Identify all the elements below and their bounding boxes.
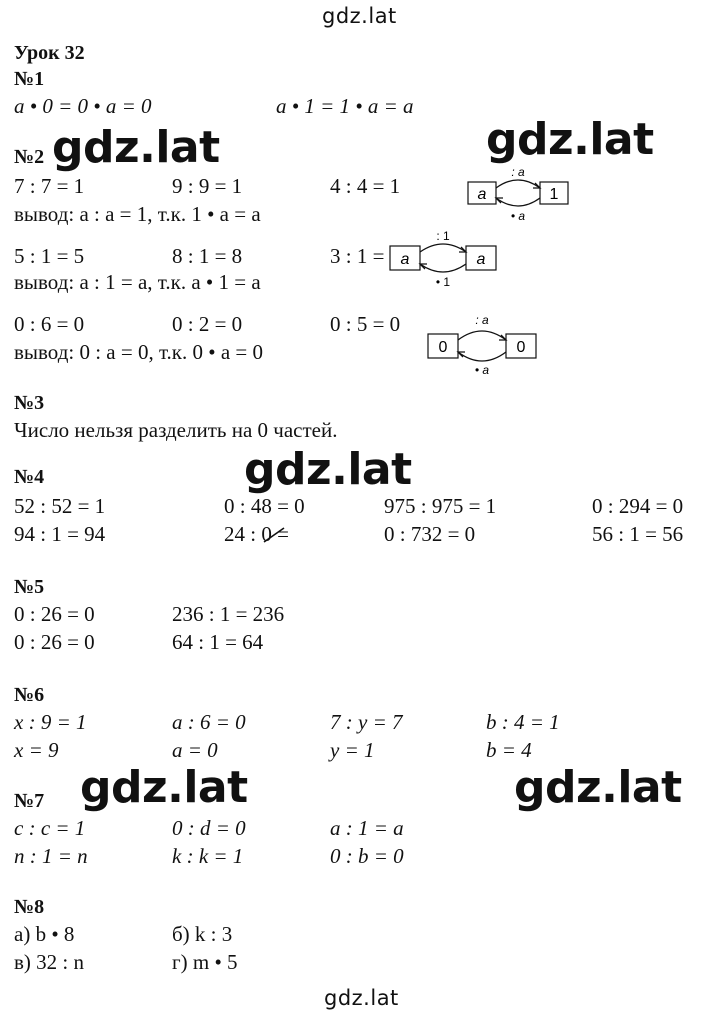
task-1-expr: a • 1 = 1 • a = a	[276, 94, 414, 118]
task-4-expr: 0 : 294 = 0	[592, 494, 684, 518]
task-2-expr: 5 : 1 = 5	[14, 244, 85, 268]
watermark-large: gdz.lat	[80, 762, 248, 813]
diagram-left-label: a	[477, 186, 487, 203]
task-6-answer: x = 9	[14, 738, 59, 762]
diagram-left-label: 0	[438, 339, 448, 356]
cycle-diagram	[426, 312, 538, 377]
task-6-answer: a = 0	[172, 738, 218, 762]
diagram-top-label: : 1	[436, 229, 450, 243]
diagram-bottom-label: • 1	[435, 275, 451, 289]
task-2-expr: 0 : 2 = 0	[172, 312, 243, 336]
task-8-expr: б) k : 3	[172, 922, 233, 946]
watermark-large: gdz.lat	[52, 122, 220, 173]
task-6-expr: b : 4 = 1	[486, 710, 560, 734]
watermark-top: gdz.lat	[322, 4, 397, 28]
strikethrough-mark	[262, 526, 286, 544]
task-4-expr: 24 : 0 =	[224, 522, 289, 546]
diagram-bottom-label: • a	[510, 209, 526, 223]
task-7-expr: n : 1 = n	[14, 844, 88, 868]
task-3-text: Число нельзя разделить на 0 частей.	[14, 418, 338, 442]
task-6-expr: 7 : y = 7	[330, 710, 403, 734]
task-4-heading: №4	[14, 466, 45, 488]
diagram-top-label: : a	[511, 165, 525, 179]
task-2-expr: 9 : 9 = 1	[172, 174, 243, 198]
task-2-conclusion: вывод: a : 1 = a, т.к. a • 1 = a	[14, 270, 261, 294]
task-4-expr: 56 : 1 = 56	[592, 522, 684, 546]
task-2-conclusion: вывод: a : a = 1, т.к. 1 • a = a	[14, 202, 261, 226]
lesson-title: Урок 32	[14, 42, 85, 64]
diagram-right-label: a	[476, 251, 486, 268]
task-6-heading: №6	[14, 684, 45, 706]
task-2-conclusion: вывод: 0 : a = 0, т.к. 0 • a = 0	[14, 340, 264, 364]
task-1-heading: №1	[14, 68, 45, 90]
task-8-expr: а) b • 8	[14, 922, 75, 946]
task-6-expr: x : 9 = 1	[14, 710, 87, 734]
diagram-bottom-label: • a	[474, 363, 490, 377]
task-5-expr: 64 : 1 = 64	[172, 630, 264, 654]
task-5-heading: №5	[14, 576, 45, 598]
task-2-expr: 7 : 7 = 1	[14, 174, 85, 198]
task-6-answer: b = 4	[486, 738, 532, 762]
task-5-expr: 0 : 26 = 0	[14, 602, 95, 626]
task-2-expr: 0 : 6 = 0	[14, 312, 85, 336]
task-2-expr: 0 : 5 = 0	[330, 312, 401, 336]
diagram-right-label: 0	[516, 339, 526, 356]
diagram-top-label: : a	[475, 313, 489, 327]
task-7-expr: 0 : b = 0	[330, 844, 404, 868]
watermark-large: gdz.lat	[244, 444, 412, 495]
cycle-diagram	[466, 165, 570, 223]
task-8-heading: №8	[14, 896, 45, 918]
task-8-expr: г) m • 5	[172, 950, 238, 974]
watermark-bottom: gdz.lat	[324, 986, 399, 1010]
task-4-expr: 94 : 1 = 94	[14, 522, 106, 546]
task-7-expr: k : k = 1	[172, 844, 244, 868]
task-6-expr: a : 6 = 0	[172, 710, 246, 734]
task-4-expr: 0 : 48 = 0	[224, 494, 305, 518]
task-5-expr: 0 : 26 = 0	[14, 630, 95, 654]
watermark-large: gdz.lat	[486, 114, 654, 165]
task-6-answer: y = 1	[330, 738, 375, 762]
task-4-expr: 0 : 732 = 0	[384, 522, 476, 546]
task-5-expr: 236 : 1 = 236	[172, 602, 285, 626]
task-4-expr: 975 : 975 = 1	[384, 494, 497, 518]
cycle-diagram	[388, 229, 498, 289]
task-7-expr: c : c = 1	[14, 816, 86, 840]
task-7-expr: 0 : d = 0	[172, 816, 246, 840]
task-1-expr: a • 0 = 0 • a = 0	[14, 94, 152, 118]
task-2-expr: 3 : 1 =	[330, 244, 385, 268]
watermark-large: gdz.lat	[514, 762, 682, 813]
task-8-expr: в) 32 : n	[14, 950, 84, 974]
task-2-expr: 8 : 1 = 8	[172, 244, 243, 268]
task-3-heading: №3	[14, 392, 45, 414]
task-7-heading: №7	[14, 790, 45, 812]
diagram-left-label: a	[400, 251, 410, 268]
task-7-expr: a : 1 = a	[330, 816, 404, 840]
diagram-right-label: 1	[549, 186, 559, 203]
task-4-expr: 52 : 52 = 1	[14, 494, 106, 518]
task-2-heading: №2	[14, 146, 45, 168]
task-2-expr: 4 : 4 = 1	[330, 174, 401, 198]
